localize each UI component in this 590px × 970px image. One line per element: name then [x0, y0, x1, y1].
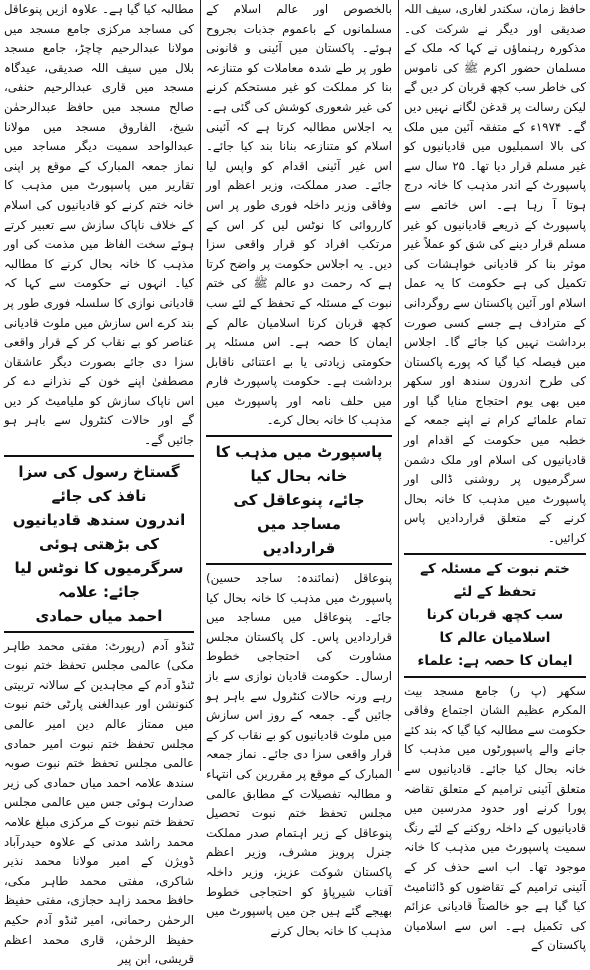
article-body: ٹنڈو آدم (رپورٹ: مفتی محمد طاہر مکی) عالمی مجلس تحفظ ختم نبوت ٹنڈو آدم کے مجاہدین کے سالانہ تربیتی کنونشن اور عبدالغنی پارٹی ختم نبوت میں ممتاز عالم دین امیر عالمی مجلس تحفظ ختم نبوت امیر حمادی عالمی مجلس تحفظ ختم نبوت صوبہ سندھ علامہ احمد میاں حمادی کی زیر صدارت ہوئی جس میں عالمی مجلس تحفظ ختم نبوت کے مرکزی مبلغ علامہ محمد راشد مدنی کے علاوہ حیدرآباد ڈویژن کے امیر مولانا محمد نذیر شاکری، مفتی محمد طاہر مکی، حافظ محمد زاہد حجازی، مفتی حفیظ الرحمٰن رحمانی، امیر ٹنڈو آدم حکیم حفیظ الرحمٰن، قاری محمد اعظم قریشی، ابن پیر	[4, 638, 194, 967]
article-body: سکھر (پ ر) جامع مسجد بیت المکرم عظیم الشان اجتماع وفاقی حکومت سے مطالبہ کیا گیا کہ بند کئے جانے والے پاسپورٹوں میں مذہب کا خانہ بحال کیا جائے۔ قادیانیوں سے متعلق آئینی ترامیم کے متعلق تقاضہ پورا کرنے اور حدود مدرسین میں قادیانیوں کے داخلہ روکنے کے لئے رنگ سمیت پاسپورٹ میں مذہب کا خانہ موجود تھا۔ اب اسے حذف کر کے آئینی ترامیم کے تقاضوں کو ڈائنامیٹ کیا گیا ہے جو خالصتاً قادیانی عزائم کی تکمیل ہے۔ اس سے اسلامیان پاکستان کے	[404, 683, 586, 953]
headline-line: جائے، پنوعاقل کی مساجد میں	[233, 491, 365, 534]
headline-line: ختم نبوت کے مسئلہ کے تحفظ کے لئے	[420, 560, 570, 600]
headline-line: گستاخ رسول کی سزا نافذ کی جائے	[18, 462, 180, 505]
column-right	[399, 0, 590, 953]
headline	[206, 435, 392, 565]
article-body: حافظ زمان، سکندر لغاری، سیف اللہ صدیقی اور دیگر نے شرکت کی۔ مذکورہ رہنماؤں نے کہا کہ ملک کے مسلمان حضور اکرم ﷺ کی ناموس کی خاطر سب کچھ قربان کر دیں گے لیکن رسالت پر قدغن لگانے نہیں دیں گے۔ ۱۹۷۴ء کے متفقہ آئین میں ملک کی بالا اسمبلیوں میں قادیانیوں کو غیر مسلم قرار دیا تھا۔ ۲۵ سال سے پاسپورٹ کے اندر مذہب کا خانہ درج ہوتا آ رہا ہے۔ اس خاتمے سے پاسپورٹ کے ذریعے قادیانیوں کو غیر مسلم قرار دینے کی شق کو عملاً غیر موثر بنا کر قادیانی خواہشات کی تکمیل کی ہے حکومت کا یہ عمل اسلام اور آئین پاکستان سے روگردانی کے مترادف ہے جسے کسی صورت برداشت نہیں کیا جائے گا۔ اجلاس میں فیصلہ کیا گیا کہ پورے پاکستان کی طرح اندرون سندھ اور سکھر میں بھی یوم احتجاج منایا گیا اور تمام علمائے کرام نے اپنے جمعہ کے خطبہ میں حکومت کے اقدام اور قادیانیوں کی اسلام اور ملک دشمن سرگرمیوں پر روشنی ڈالی اور پاسپورٹ میں مذہب کا خانہ بحال کرنے کے متعلق قراردادیں پاس کرائیں۔	[404, 2, 586, 546]
column-left	[0, 0, 199, 967]
headline-line: سرگرمیوں کا نوٹس لیا جائے: علامہ	[14, 558, 184, 601]
headline-line: قراردادیں	[262, 539, 336, 558]
column-middle	[201, 0, 397, 938]
headline-line: پاسپورٹ میں مذہب کا خانہ بحال کیا	[215, 443, 383, 486]
headline-line: ایمان کا حصہ ہے: علماء	[417, 652, 573, 669]
headline	[404, 553, 586, 678]
article-body: پنوعاقل (نمائندہ: ساجد حسین) پاسپورٹ میں مذہب کا خانہ بحال کیا جائے۔ پنوعاقل میں مساجد میں قراردادیں پاس۔ کل پاکستان مجلس مشاورت کی احتجاجی خطوط ارسال۔ حکومت قادیان نوازی سے باز رہے ورنہ حالات کنٹرول سے باہر ہو جائیں گے۔ جمعہ کے روز اس سازش میں ملوث قادیانیوں کو بے نقاب کر کے قرار واقعی سزا دی جائے۔ نماز جمعہ المبارک کے موقع پر مقررین کی انتہاء و مطالبہ تفصیلات کے مطابق عالمی مجلس تحفظ ختم نبوت تحصیل پنوعاقل کے زیر اہتمام صدر مملکت جنرل پرویز مشرف، وزیر اعظم پاکستان شوکت عزیز، وزیر داخلہ آفتاب شیرپاؤ کو احتجاجی خطوط بھیجے گئے ہیں جن میں پاسپورٹ میں مذہب کا خانہ بحال کرنے	[205, 571, 392, 938]
headline-line: اندرون سندھ قادیانیوں کی بڑھتی ہوئی	[12, 510, 186, 553]
headline-line: سب کچھ قربان کرنا اسلامیان عالم کا	[426, 606, 564, 646]
article-body: مطالبہ کیا گیا ہے۔ علاوہ ازیں پنوعاقل کی مساجد مرکزی جامع مسجد میں مولانا عبدالرحیم چاچڑ، جامع مسجد بلال میں سیف اللہ صدیقی، عیدگاہ مسجد میں قاری عبدالرحیم حنفی، صالح مسجد میں حافظ عبدالرحمٰن شیخ، الفاروق مسجد میں مولانا عبدالواحد سمیت دیگر مساجد میں نماز جمعہ المبارک کے موقع پر اپنی تقاریر میں پاسپورٹ میں مذہب کا خانہ ختم کرنے کو قادیانیوں کی اسلام کے خلاف ناپاک سازش سے تعبیر کرتے ہوئے سخت الفاظ میں مذمت کی اور مذہب کا خانہ بحال کرنے کا مطالبہ کیا۔ انہوں نے حکومت سے کہا کہ قادیانی نوازی کا سلسلہ فوری طور پر بند کرے اس سازش میں ملوث قادیانی عناصر کو بے نقاب کر کے قرار واقعی سزا دی جائے بصورت دیگر عاشقان مصطفیٰ اپنے خون کے نذرانے دے کر اس ناپاک سازش کو ملیامیٹ کر دیں گے اور حالات کنٹرول سے باہر ہو جائیں گے۔	[4, 2, 194, 448]
headline-line: احمد میاں حمادی	[35, 606, 163, 625]
headline	[4, 455, 194, 633]
article-body: بالخصوص اور عالم اسلام کے مسلمانوں کے باعموم جذبات بجروح ہوئے۔ پاکستان میں آئینی و قانونی طور پر طے شدہ معاملات کو متنازعہ بنا کر مملکت کو غیر مستحکم کرنے کی غیر شعوری کوشش کی گئی ہے۔ یہ اجلاس مطالبہ کرتا ہے کہ آئینی اسلام کو متنازعہ بنانا بند کیا جائے۔ اس غیر آئینی اقدام کو واپس لیا جائے۔ صدر مملکت، وزیر اعظم اور وفاقی وزیر داخلہ فوری طور پر اس کارروائی کا نوٹس لیں کر اس کے مرتکب افراد کو قرار واقعی سزا دیں۔ یہ اجلاس حکومت پر واضح کرتا ہے کہ رحمت دو عالم ﷺ کی ختم نبوت کے مسئلہ کے تحفظ کے لئے سب کچھ قربان کرنا اسلامیان عالم کے ایمان کا حصہ ہے۔ اس مسئلہ پر حکومتی زیادتی یا بے اعتنائی ناقابل برداشت ہے۔ حکومت پاسپورٹ فارم میں حلف نامہ اور پاسپورٹ میں مذہب کا خانہ بحال کرے۔	[206, 2, 392, 428]
